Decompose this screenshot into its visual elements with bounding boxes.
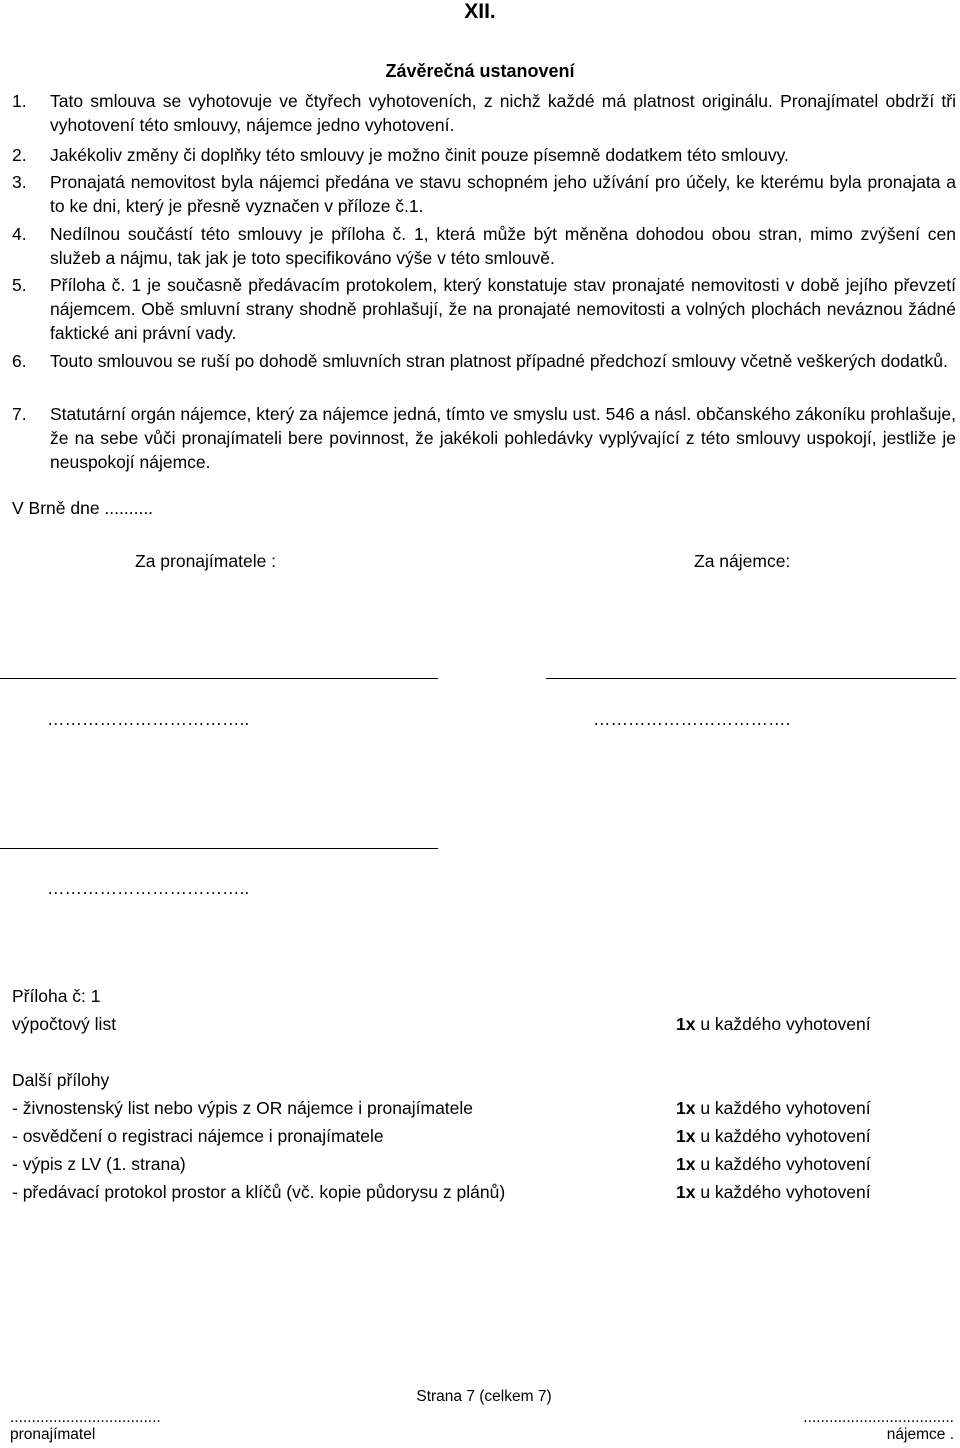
section-title: Závěrečná ustanovení	[385, 61, 575, 81]
clause-4	[12, 222, 956, 270]
clause-number: 4.	[12, 224, 27, 244]
other-attachment-qty	[676, 1098, 871, 1119]
qty-text: u každého vyhotovení	[695, 1098, 871, 1118]
clause-number: 6.	[12, 351, 27, 371]
footer-lessee-dots: ...................................	[803, 1409, 954, 1426]
qty-count: 1x	[676, 1154, 696, 1174]
clause-text: Nedílnou součástí této smlouvy je příloha č. 1, která může být měněna dohodou obou stran, mimo zvýšení cen služeb a nájmu, tak jak je toto specifikováno výše v této smlouvě.	[50, 224, 956, 268]
footer-lessor-dots: ...................................	[10, 1409, 161, 1426]
other-attachment-item: - předávací protokol prostor a klíčů (vč. kopie půdorysu z plánů)	[12, 1182, 506, 1202]
qty-count: 1x	[676, 1126, 696, 1146]
clause-number: 7.	[12, 404, 27, 424]
other-attachment-item: - osvědčení o registraci nájemce i pronajímatele	[12, 1126, 384, 1146]
clause-number: 2.	[12, 145, 27, 165]
clause-number: 3.	[12, 172, 27, 192]
attachment-main-item: výpočtový list	[12, 1014, 117, 1034]
other-attachment-qty	[676, 1182, 871, 1203]
clause-6	[12, 349, 956, 373]
clause-text: Příloha č. 1 je současně předávacím protokolem, který konstatuje stav pronajaté nemovitosti v době jejího převzetí nájemcem. Obě smluvní strany shodně prohlašují, že na pronajaté nemovitosti a volných plochách neváznou žádné faktické ani právní vady.	[50, 275, 956, 343]
lessee-signature-label: Za nájemce:	[694, 551, 791, 571]
footer-lessee-label: nájemce .	[886, 1426, 954, 1443]
qty-text: u každého vyhotovení	[695, 1014, 871, 1034]
clause-number: 5.	[12, 275, 27, 295]
lessee-signature-line	[546, 678, 956, 679]
other-attachment-qty	[676, 1126, 871, 1147]
second-signature-dots: ……………………………..	[47, 878, 250, 898]
qty-count: 1x	[676, 1014, 696, 1034]
chapter-number: XII.	[464, 0, 496, 23]
second-signature-line	[0, 848, 438, 849]
attachment-main-qty	[676, 1014, 871, 1035]
clause-text: Tato smlouva se vyhotovuje ve čtyřech vyhotoveních, z nichž každé má platnost originálu. Pronajímatel obdrží tři vyhotovení této smlouvy, nájemce jedno vyhotovení.	[50, 91, 956, 135]
qty-text: u každého vyhotovení	[695, 1154, 871, 1174]
clause-5	[12, 273, 956, 345]
other-attachment-item: - živnostenský list nebo výpis z OR nájemce i pronajímatele	[12, 1098, 474, 1118]
lessor-signature-line	[0, 678, 438, 679]
clause-7	[12, 402, 956, 474]
qty-count: 1x	[676, 1182, 696, 1202]
qty-count: 1x	[676, 1098, 696, 1118]
clause-1	[12, 89, 956, 137]
other-attachments-title: Další přílohy	[12, 1070, 110, 1090]
place-date: V Brně dne ..........	[12, 498, 154, 518]
other-attachment-qty	[676, 1154, 871, 1175]
footer-lessor-label: pronajímatel	[10, 1426, 96, 1443]
clause-number: 1.	[12, 91, 27, 111]
page-number: Strana 7 (celkem 7)	[416, 1388, 552, 1405]
other-attachment-item: - výpis z LV (1. strana)	[12, 1154, 186, 1174]
lessor-signature-dots: ……………………………..	[47, 709, 250, 729]
clause-text: Statutární orgán nájemce, který za nájemce jedná, tímto ve smyslu ust. 546 a násl. občanského zákoníku prohlašuje, že na sebe vůči pronajímateli bere povinnost, že jakékoli pohledávky vyplývající z této smlouvy uspokojí, jestliže je neuspokojí nájemce.	[50, 404, 956, 472]
lessee-signature-dots: …………………………….	[593, 709, 791, 729]
clause-text: Touto smlouvou se ruší po dohodě smluvních stran platnost případné předchozí smlouvy včetně veškerých dodatků.	[50, 351, 948, 371]
qty-text: u každého vyhotovení	[695, 1182, 871, 1202]
clause-3	[12, 170, 956, 218]
qty-text: u každého vyhotovení	[695, 1126, 871, 1146]
clause-text: Pronajatá nemovitost byla nájemci předána ve stavu schopném jeho užívání pro účely, ke kterému byla pronajata a to ke dni, který je přesně vyznačen v příloze č.1.	[50, 172, 956, 216]
lessor-signature-label: Za pronajímatele :	[135, 551, 277, 571]
clause-2	[12, 143, 956, 167]
attachment-title: Příloha č: 1	[12, 986, 101, 1006]
clause-text: Jakékoliv změny či doplňky této smlouvy je možno činit pouze písemně dodatkem této smlouvy.	[50, 145, 789, 165]
